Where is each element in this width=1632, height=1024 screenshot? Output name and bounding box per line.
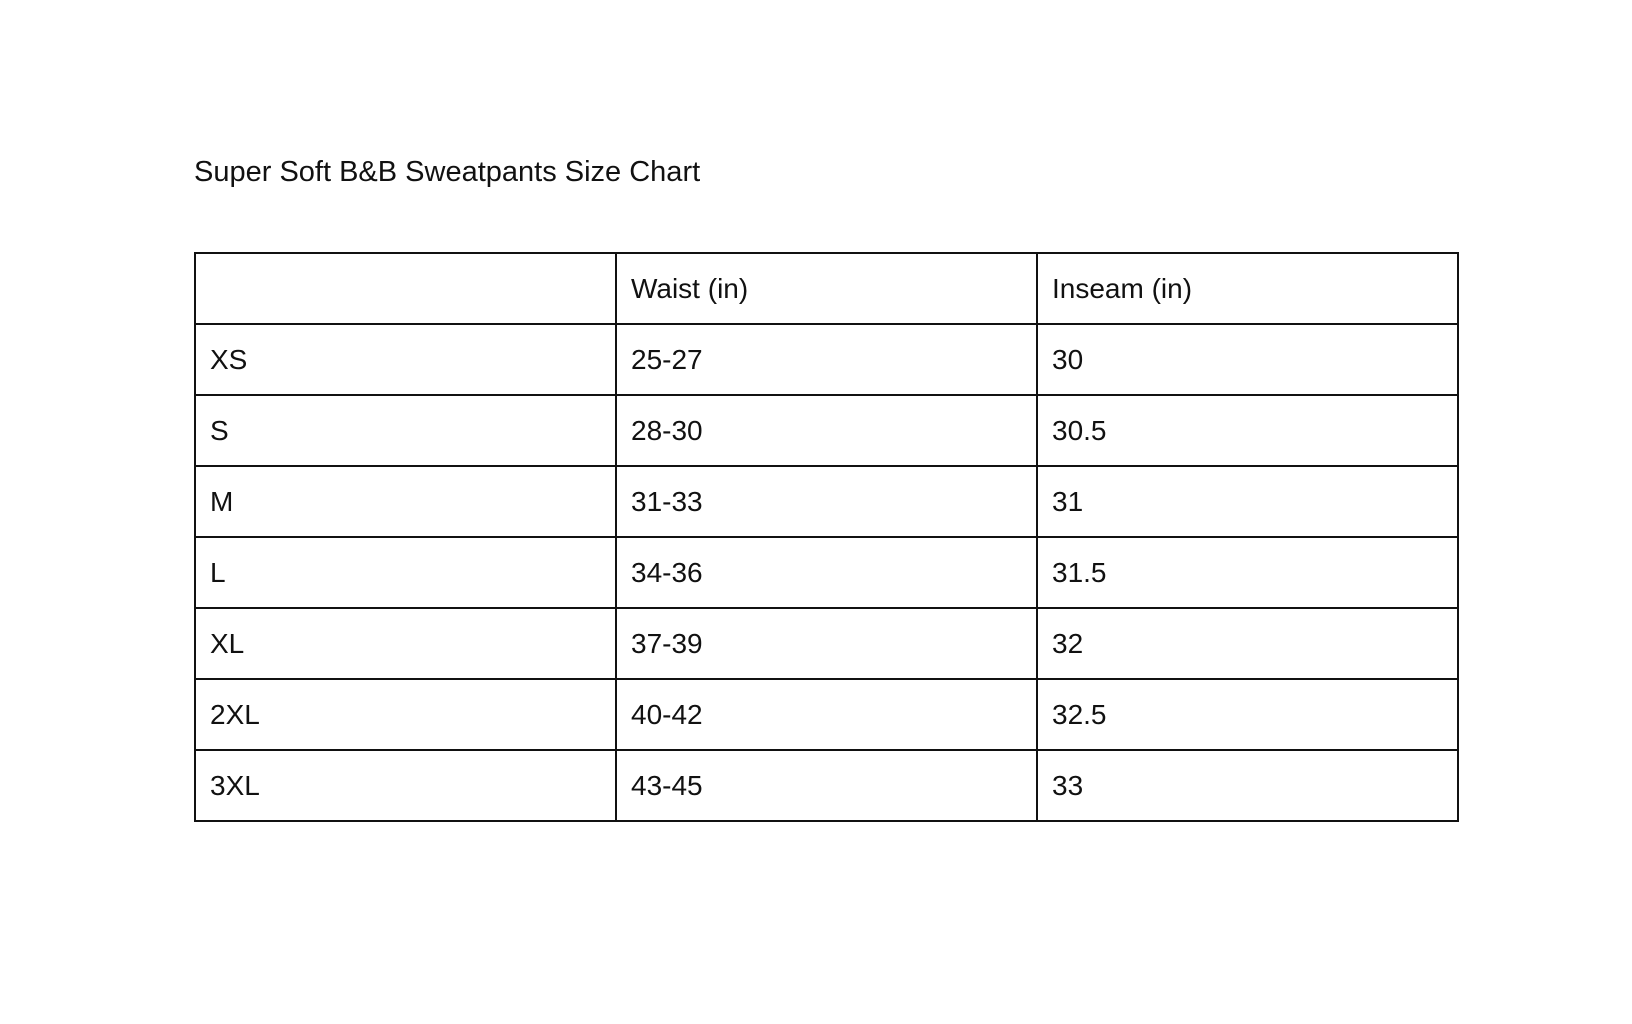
inseam-cell: 30.5 — [1037, 395, 1458, 466]
size-cell: M — [195, 466, 616, 537]
header-cell-size — [195, 253, 616, 324]
table-header-row — [195, 253, 1458, 324]
header-cell-waist: Waist (in) — [616, 253, 1037, 324]
inseam-cell: 32 — [1037, 608, 1458, 679]
size-cell: L — [195, 537, 616, 608]
waist-cell: 25-27 — [616, 324, 1037, 395]
size-chart-table — [194, 252, 1459, 822]
header-cell-inseam: Inseam (in) — [1037, 253, 1458, 324]
table-row — [195, 395, 1458, 466]
waist-cell: 43-45 — [616, 750, 1037, 821]
table-row — [195, 466, 1458, 537]
table-row — [195, 750, 1458, 821]
inseam-cell: 31.5 — [1037, 537, 1458, 608]
table-row — [195, 679, 1458, 750]
inseam-cell: 32.5 — [1037, 679, 1458, 750]
waist-cell: 31-33 — [616, 466, 1037, 537]
size-cell: 3XL — [195, 750, 616, 821]
waist-cell: 34-36 — [616, 537, 1037, 608]
table-row — [195, 537, 1458, 608]
inseam-cell: 33 — [1037, 750, 1458, 821]
table-row — [195, 608, 1458, 679]
waist-cell: 37-39 — [616, 608, 1037, 679]
waist-cell: 28-30 — [616, 395, 1037, 466]
size-cell: 2XL — [195, 679, 616, 750]
size-cell: XL — [195, 608, 616, 679]
inseam-cell: 31 — [1037, 466, 1458, 537]
size-cell: XS — [195, 324, 616, 395]
inseam-cell: 30 — [1037, 324, 1458, 395]
size-cell: S — [195, 395, 616, 466]
table-row — [195, 324, 1458, 395]
waist-cell: 40-42 — [616, 679, 1037, 750]
page-title: Super Soft B&B Sweatpants Size Chart — [194, 156, 701, 188]
